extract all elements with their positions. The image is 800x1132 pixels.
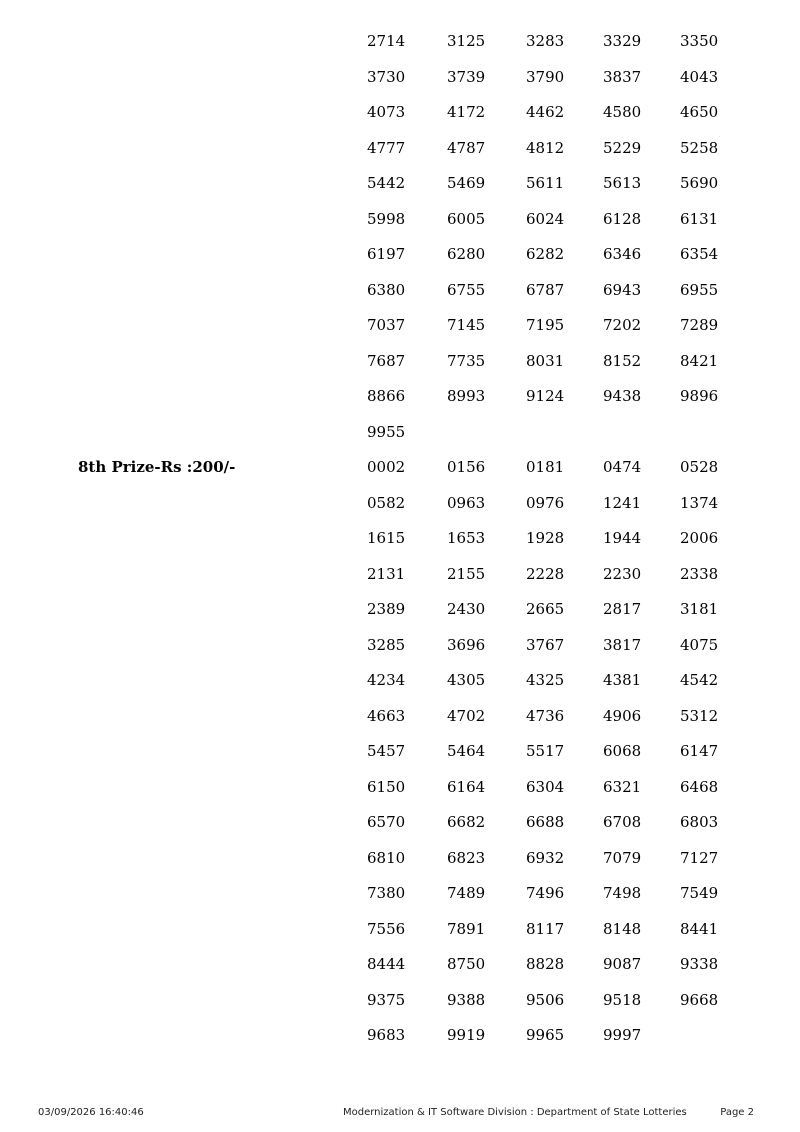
ticket-number: 9518 [603,990,642,1009]
ticket-number: 8993 [447,387,486,405]
ticket-number: 2131 [367,564,406,583]
ticket-number: 8148 [603,919,642,938]
ticket-number: 5517 [526,742,565,760]
ticket-number: 3696 [447,635,486,654]
ticket-number: 6280 [447,245,486,263]
ticket-number: 0002 [367,458,406,476]
ticket-number: 5469 [447,174,486,192]
ticket-number: 3283 [526,32,565,50]
ticket-number: 7289 [680,316,719,334]
ticket-number: 6810 [367,848,406,867]
ticket-number: 6068 [603,742,642,760]
ticket-number: 1928 [526,529,565,547]
ticket-number: 5312 [680,706,719,725]
ticket-number: 7496 [526,884,565,902]
ticket-number: 4542 [680,671,719,689]
ticket-number: 9919 [447,1026,486,1044]
ticket-number: 5464 [447,742,486,760]
footer-page-number: Page 2 [720,1107,754,1118]
ticket-number: 4580 [603,103,642,121]
ticket-number: 7549 [680,884,719,902]
ticket-number: 8441 [680,919,719,938]
ticket-number: 6304 [526,777,565,796]
ticket-number: 2006 [680,529,719,547]
ticket-number: 6282 [526,245,565,263]
ticket-number: 6197 [367,245,406,263]
ticket-number: 2817 [603,600,642,618]
ticket-number: 4462 [526,103,565,121]
ticket-number: 8866 [367,387,406,405]
ticket-number: 7489 [447,884,486,902]
ticket-number: 9997 [603,1026,642,1044]
ticket-number: 3730 [367,67,406,86]
ticket-number: 6005 [447,209,486,228]
ticket-number: 8421 [680,351,719,370]
ticket-number: 9375 [367,990,406,1009]
ticket-number: 7556 [367,919,406,938]
ticket-number: 3837 [603,67,642,86]
ticket-number: 0156 [447,458,486,476]
ticket-number: 6943 [603,280,642,299]
ticket-number: 4305 [447,671,486,689]
ticket-number: 5457 [367,742,406,760]
ticket-number: 6321 [603,777,642,796]
ticket-number: 8117 [526,919,565,938]
ticket-number: 6708 [603,813,642,831]
ticket-number: 4073 [367,103,406,121]
ticket-number: 6932 [526,848,565,867]
ticket-number: 2338 [680,564,719,583]
ticket-number: 6755 [447,280,486,299]
ticket-number: 2430 [447,600,486,618]
ticket-number: 7145 [447,316,486,334]
ticket-number: 4043 [680,67,719,86]
ticket-number: 5611 [526,174,565,192]
ticket-number: 7127 [680,848,719,867]
ticket-number: 7735 [447,351,486,370]
ticket-number: 5258 [680,138,719,157]
ticket-number: 6380 [367,280,406,299]
ticket-number: 5690 [680,174,719,192]
ticket-number: 9683 [367,1026,406,1044]
ticket-number: 6164 [447,777,486,796]
ticket-number: 0976 [526,493,565,512]
ticket-number: 6128 [603,209,642,228]
ticket-number: 4381 [603,671,642,689]
ticket-number: 6150 [367,777,406,796]
ticket-number: 6823 [447,848,486,867]
ticket-number: 9388 [447,990,486,1009]
ticket-number: 0582 [367,493,406,512]
ticket-number: 6955 [680,280,719,299]
ticket-number: 6570 [367,813,406,831]
ticket-number: 3739 [447,67,486,86]
ticket-number: 7195 [526,316,565,334]
ticket-number: 4663 [367,706,406,725]
ticket-number: 9087 [603,955,642,973]
ticket-number: 8152 [603,351,642,370]
ticket-number: 4075 [680,635,719,654]
ticket-number: 4787 [447,138,486,157]
eighth-prize-label: 8th Prize-Rs :200/- [78,458,236,476]
ticket-number: 4736 [526,706,565,725]
ticket-number: 9896 [680,387,719,405]
ticket-number: 8828 [526,955,565,973]
ticket-number: 6787 [526,280,565,299]
ticket-number: 9668 [680,990,719,1009]
ticket-number: 4650 [680,103,719,121]
ticket-number: 7380 [367,884,406,902]
ticket-number: 9338 [680,955,719,973]
ticket-number: 2230 [603,564,642,583]
ticket-number: 7079 [603,848,642,867]
ticket-number: 6682 [447,813,486,831]
ticket-number: 2665 [526,600,565,618]
ticket-number: 2714 [367,32,406,50]
ticket-number: 6354 [680,245,719,263]
ticket-number: 6147 [680,742,719,760]
ticket-number: 6803 [680,813,719,831]
ticket-number: 9955 [367,422,406,441]
ticket-number: 3285 [367,635,406,654]
ticket-number: 2228 [526,564,565,583]
ticket-number: 3125 [447,32,486,50]
ticket-number: 0963 [447,493,486,512]
ticket-number: 7037 [367,316,406,334]
ticket-number: 2389 [367,600,406,618]
ticket-number: 5613 [603,174,642,192]
ticket-number: 3181 [680,600,719,618]
ticket-number: 1615 [367,529,406,547]
ticket-number: 4234 [367,671,406,689]
ticket-number: 1241 [603,493,642,512]
ticket-number: 9506 [526,990,565,1009]
ticket-number: 1944 [603,529,642,547]
ticket-number: 9965 [526,1026,565,1044]
ticket-number: 8031 [526,351,565,370]
ticket-number: 3329 [603,32,642,50]
ticket-number: 6688 [526,813,565,831]
ticket-number: 5442 [367,174,406,192]
ticket-number: 5998 [367,209,406,228]
ticket-number: 6024 [526,209,565,228]
ticket-number: 3350 [680,32,719,50]
ticket-number: 6131 [680,209,719,228]
ticket-number: 2155 [447,564,486,583]
ticket-number: 7202 [603,316,642,334]
ticket-number: 4906 [603,706,642,725]
ticket-number: 4172 [447,103,486,121]
ticket-number: 4777 [367,138,406,157]
ticket-number: 1374 [680,493,719,512]
ticket-number: 7687 [367,351,406,370]
ticket-number: 0181 [526,458,565,476]
ticket-number: 4325 [526,671,565,689]
ticket-number: 0528 [680,458,719,476]
ticket-number: 4812 [526,138,565,157]
ticket-number: 9124 [526,387,565,405]
ticket-number: 4702 [447,706,486,725]
footer-datetime: 03/09/2026 16:40:46 [38,1107,144,1118]
ticket-number: 5229 [603,138,642,157]
ticket-number: 9438 [603,387,642,405]
ticket-number: 3790 [526,67,565,86]
ticket-number: 7891 [447,919,486,938]
ticket-number: 0474 [603,458,642,476]
ticket-number: 8444 [367,955,406,973]
ticket-number: 3767 [526,635,565,654]
ticket-number: 6468 [680,777,719,796]
ticket-number: 8750 [447,955,486,973]
footer-division-text: Modernization & IT Software Division : Department of State Lotteries [343,1107,687,1118]
ticket-number: 7498 [603,884,642,902]
ticket-number: 3817 [603,635,642,654]
ticket-number: 1653 [447,529,486,547]
ticket-number: 6346 [603,245,642,263]
